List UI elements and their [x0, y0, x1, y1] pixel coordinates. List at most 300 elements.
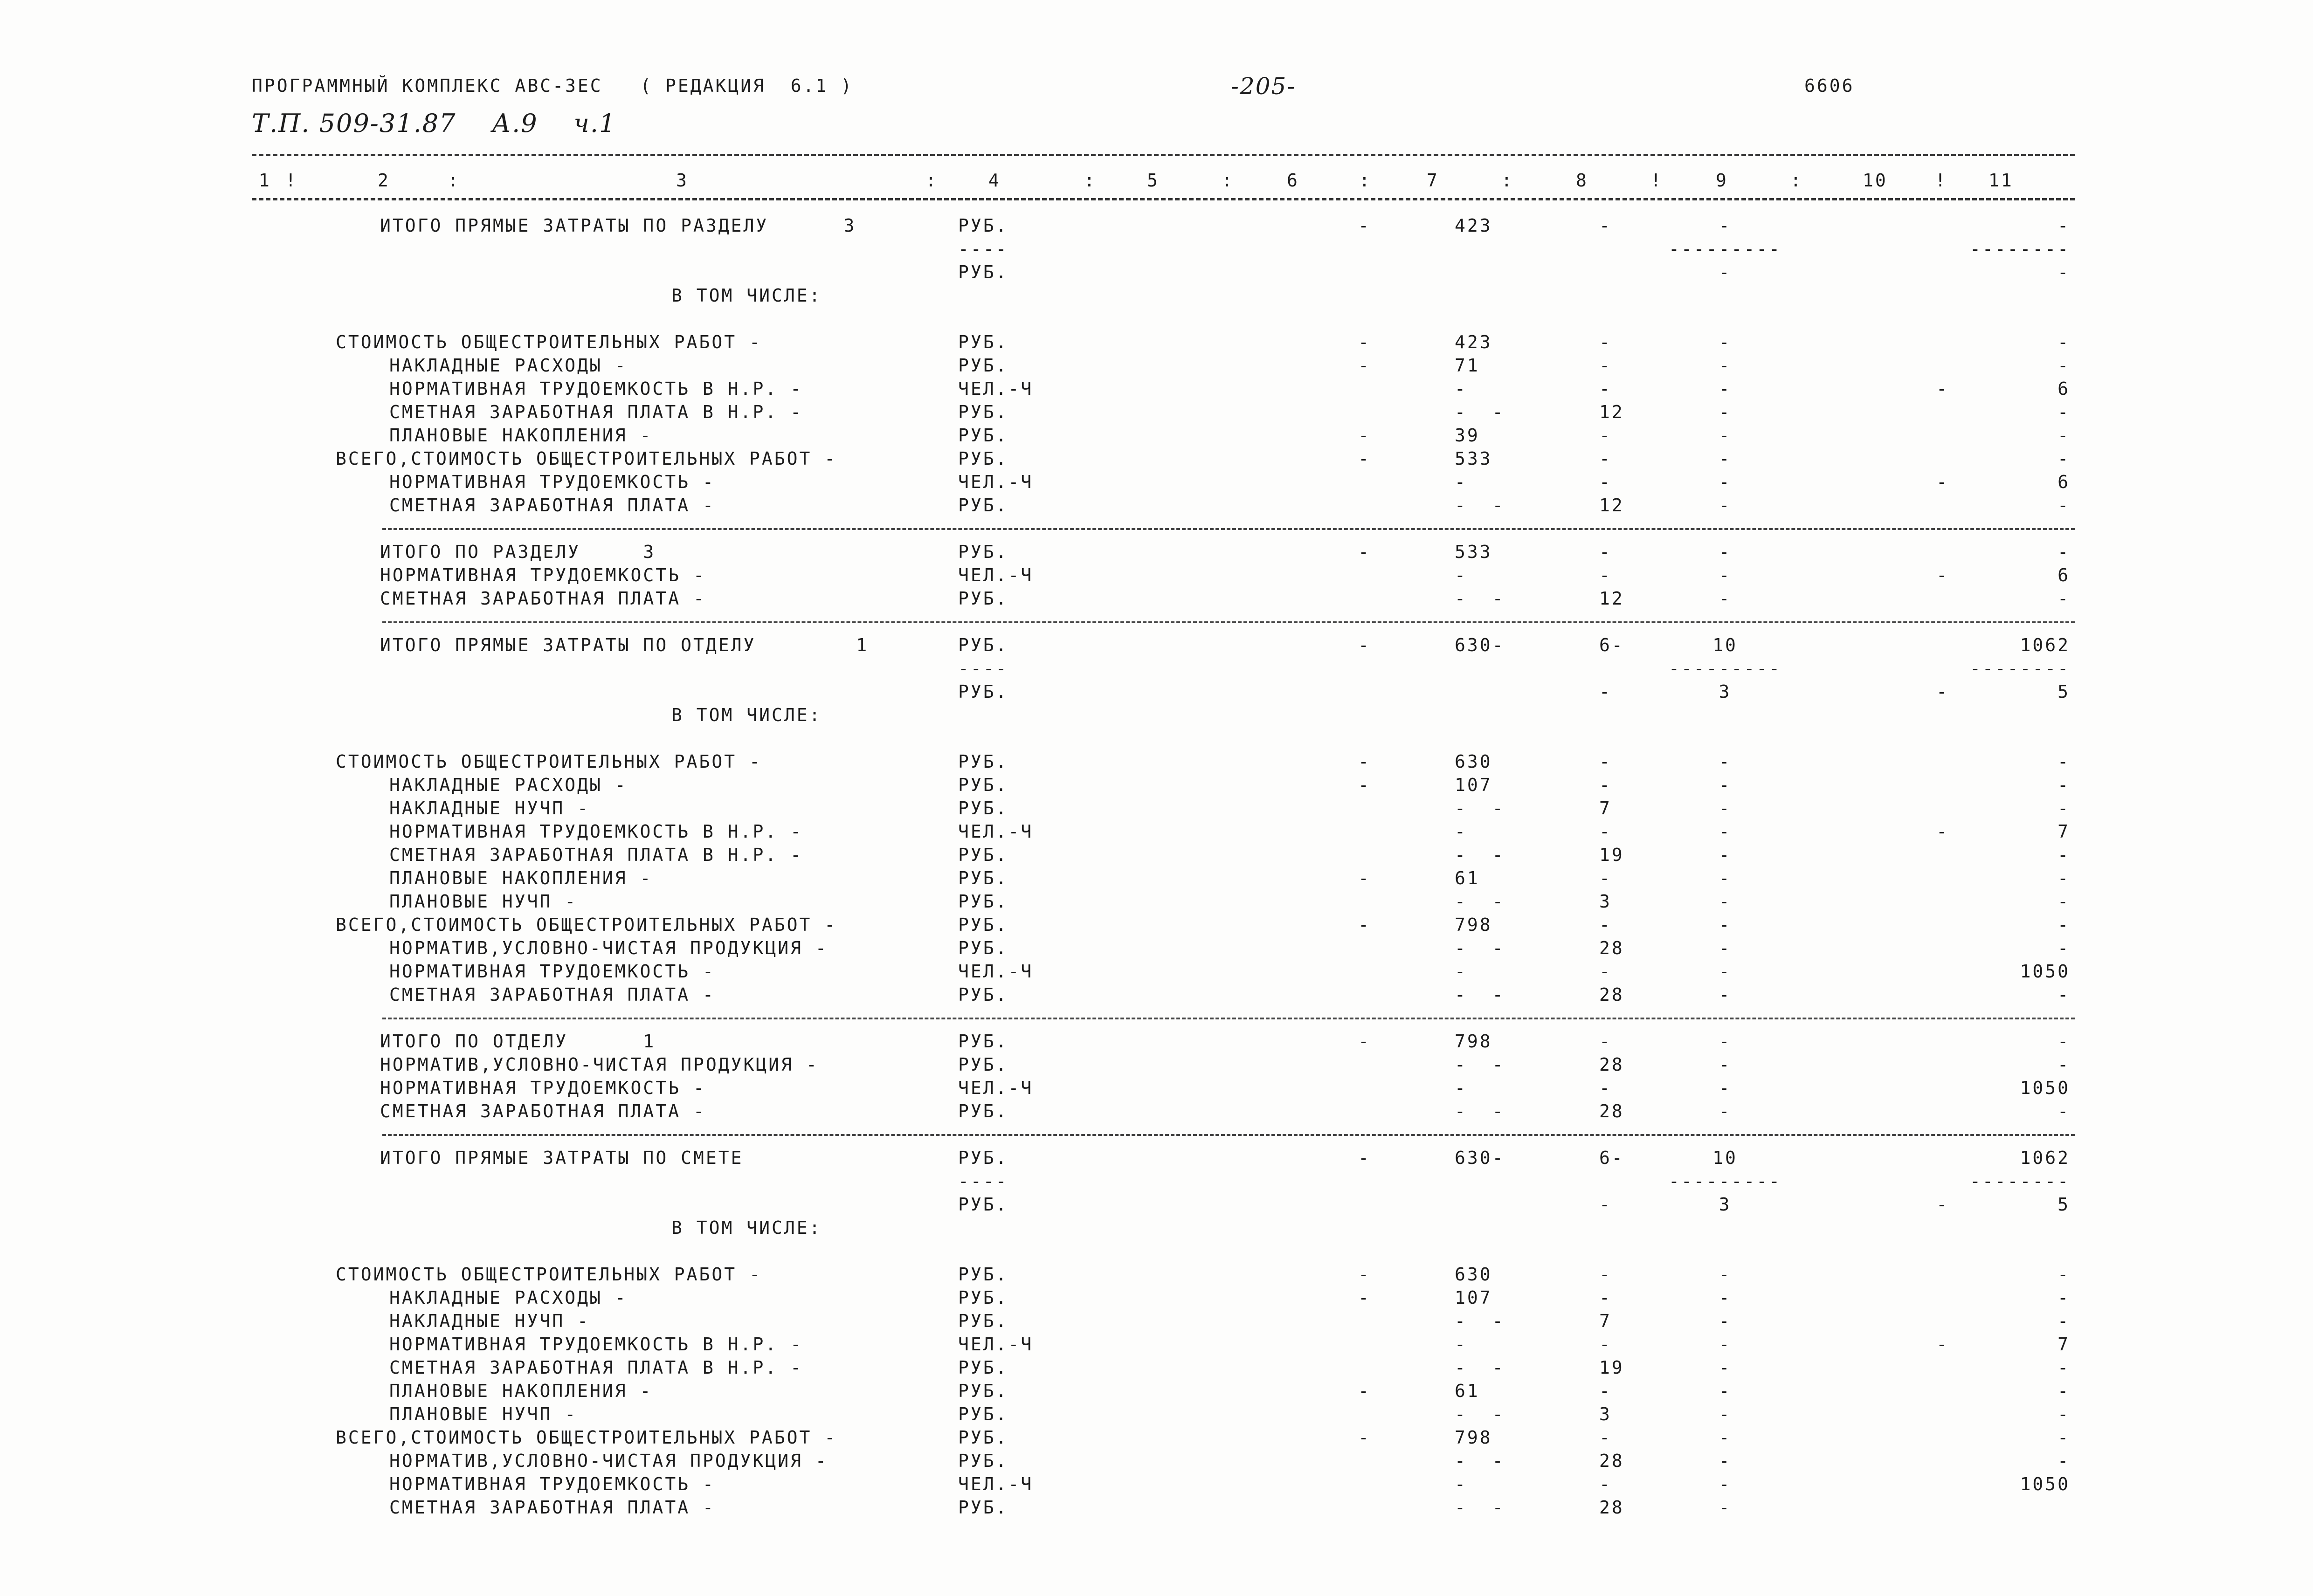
unit-cell: РУБ. [958, 915, 1008, 935]
value-cell-c8: 12 [1599, 402, 1624, 422]
column-header-cell: : [448, 170, 460, 191]
value-cell-c11: - [2058, 1427, 2070, 1448]
value-cell-c11: - [2058, 448, 2070, 469]
value-cell-c7: - - [1455, 1497, 1505, 1518]
unit-cell: РУБ. [958, 1287, 1008, 1308]
value-cell-c8: 3 [1599, 1404, 1612, 1424]
column-header-cell: 7 [1427, 170, 1439, 191]
value-cell-c7: 630 [1455, 751, 1492, 772]
section-subheading: В ТОМ ЧИСЛЕ: [671, 1218, 822, 1238]
unit-cell: РУБ. [958, 1311, 1008, 1331]
value-cell-c7: - - [1455, 891, 1505, 912]
value-cell-c8: - [1599, 1427, 1612, 1448]
unit-cell: РУБ. [958, 588, 1008, 609]
value-cell-c10: - [1936, 1194, 1949, 1215]
row-label: ПЛАНОВЫЕ НАКОПЛЕНИЯ - [389, 868, 653, 888]
value-cell-c8: 7 [1599, 1311, 1612, 1331]
column-header-cell: : [1359, 170, 1372, 191]
value-cell-c7: 39 [1455, 425, 1480, 446]
value-cell-c8: - [1599, 355, 1612, 376]
value-cell-c8: - [1599, 1381, 1612, 1401]
value-cell-c7: - - [1455, 495, 1505, 516]
value-cell-c11: - [2058, 938, 2070, 958]
value-cell-c11: - [2058, 915, 2070, 935]
value-cell-c9: 10 [1712, 1148, 1738, 1168]
unit-cell: РУБ. [958, 938, 1008, 958]
value-cell-c9: - [1719, 588, 1732, 609]
row-label: ИТОГО ПРЯМЫЕ ЗАТРАТЫ ПО РАЗДЕЛУ 3 [380, 215, 856, 236]
value-cell-c6: - [1358, 1427, 1371, 1448]
value-cell-c9: - [1719, 1451, 1732, 1471]
value-cell-c8: - [1599, 961, 1612, 982]
value-cell-c8: - [1599, 868, 1612, 888]
value-cell-c11: 7 [2058, 821, 2070, 842]
header-rule-top [252, 154, 2075, 156]
unit-cell: РУБ. [958, 1031, 1008, 1052]
unit-cell: ЧЕЛ.-Ч [958, 1334, 1034, 1355]
row-label: НОРМАТИВНАЯ ТРУДОЕМКОСТЬ В Н.Р. - [389, 378, 803, 399]
value-cell-c11: - [2058, 1031, 2070, 1052]
value-cell-c9: 3 [1719, 1194, 1732, 1215]
value-cell-c7: 61 [1455, 1381, 1480, 1401]
value-cell-c9: - [1719, 1054, 1732, 1075]
value-cell-c9: - [1719, 868, 1732, 888]
value-cell-c11: -------- [1969, 239, 2070, 259]
unit-cell: РУБ. [958, 1381, 1008, 1401]
column-header-cell: 1 [259, 170, 271, 191]
value-cell-c9: - [1719, 1264, 1732, 1285]
value-cell-c6: - [1358, 1031, 1371, 1052]
value-cell-c11: - [2058, 1101, 2070, 1121]
value-cell-c11: 7 [2058, 1334, 2070, 1355]
value-cell-c8: - [1599, 1287, 1612, 1308]
row-label: НОРМАТИВ,УСЛОВНО-ЧИСТАЯ ПРОДУКЦИЯ - [380, 1054, 819, 1075]
section-separator [382, 1018, 2075, 1019]
value-cell-c11: 6 [2058, 378, 2070, 399]
unit-cell: РУБ. [958, 891, 1008, 912]
value-cell-c9: - [1719, 448, 1732, 469]
value-cell-c11: - [2058, 845, 2070, 865]
row-label: НОРМАТИВ,УСЛОВНО-ЧИСТАЯ ПРОДУКЦИЯ - [389, 938, 828, 958]
value-cell-c11: 5 [2058, 681, 2070, 702]
row-label: НОРМАТИВНАЯ ТРУДОЕМКОСТЬ В Н.Р. - [389, 1334, 803, 1355]
row-label: НАКЛАДНЫЕ РАСХОДЫ - [389, 355, 628, 376]
unit-cell: РУБ. [958, 775, 1008, 795]
unit-cell: ЧЕЛ.-Ч [958, 565, 1034, 585]
unit-cell: РУБ. [958, 448, 1008, 469]
value-cell-c6: - [1358, 915, 1371, 935]
column-header-cell: 5 [1147, 170, 1160, 191]
column-header-cell: ! [1935, 170, 1947, 191]
value-cell-c11: 1062 [2020, 635, 2070, 655]
value-cell-c8: 12 [1599, 588, 1624, 609]
page-number: -205- [1231, 73, 1296, 100]
unit-cell: РУБ. [958, 1404, 1008, 1424]
column-header-cell: 3 [676, 170, 689, 191]
value-cell-c8: 28 [1599, 1451, 1624, 1471]
value-cell-c8: - [1599, 775, 1612, 795]
value-cell-c11: - [2058, 495, 2070, 516]
value-cell-c8: 19 [1599, 845, 1624, 865]
value-cell-c11: - [2058, 1264, 2070, 1285]
value-cell-c7: 423 [1455, 215, 1492, 236]
column-header-cell: : [1501, 170, 1514, 191]
row-label: СТОИМОСТЬ ОБЩЕСТРОИТЕЛЬНЫХ РАБОТ - [336, 751, 762, 772]
value-cell-c9: - [1719, 378, 1732, 399]
value-cell-c8: - [1599, 472, 1612, 492]
value-cell-c11: -------- [1969, 658, 2070, 679]
value-cell-c8: 28 [1599, 1054, 1624, 1075]
row-label: ПЛАНОВЫЕ НУЧП - [389, 1404, 578, 1424]
value-cell-c11: 6 [2058, 565, 2070, 585]
unit-cell: РУБ. [958, 681, 1008, 702]
value-cell-c8: - [1599, 681, 1612, 702]
row-label: НАКЛАДНЫЕ НУЧП - [389, 1311, 590, 1331]
value-cell-c8: - [1599, 1031, 1612, 1052]
value-cell-c6: - [1358, 355, 1371, 376]
value-cell-c9: - [1719, 542, 1732, 562]
value-cell-c8: - [1599, 1264, 1612, 1285]
value-cell-c9: - [1719, 1497, 1732, 1518]
value-cell-c9: - [1719, 751, 1732, 772]
value-cell-c8: 28 [1599, 1101, 1624, 1121]
value-cell-c11: - [2058, 1451, 2070, 1471]
value-cell-c10: - [1936, 821, 1949, 842]
value-cell-c9: - [1719, 1381, 1732, 1401]
handwritten-reference: Т.П. 509-31.87 А.9 ч.1 [252, 109, 616, 138]
unit-cell: ЧЕЛ.-Ч [958, 821, 1034, 842]
row-label: НОРМАТИВНАЯ ТРУДОЕМКОСТЬ - [380, 565, 706, 585]
value-cell-c8: 28 [1599, 1497, 1624, 1518]
value-cell-c9: - [1719, 1031, 1732, 1052]
unit-cell: РУБ. [958, 1148, 1008, 1168]
unit-cell: РУБ. [958, 1497, 1008, 1518]
unit-cell: РУБ. [958, 845, 1008, 865]
row-label: НОРМАТИВНАЯ ТРУДОЕМКОСТЬ В Н.Р. - [389, 821, 803, 842]
value-cell-c7: - - [1455, 1311, 1505, 1331]
value-cell-c9: - [1719, 1311, 1732, 1331]
value-cell-c7: - - [1455, 845, 1505, 865]
value-cell-c7: 71 [1455, 355, 1480, 376]
value-cell-c8: - [1599, 378, 1612, 399]
value-cell-c8: 6- [1599, 1148, 1624, 1168]
value-cell-c9: - [1719, 1474, 1732, 1494]
value-cell-c9: --------- [1669, 239, 1781, 259]
value-cell-c11: - [2058, 891, 2070, 912]
value-cell-c11: 1050 [2020, 961, 2070, 982]
value-cell-c11: - [2058, 1311, 2070, 1331]
row-label: ИТОГО ПО ОТДЕЛУ 1 [380, 1031, 656, 1052]
column-header-cell: 6 [1287, 170, 1299, 191]
value-cell-c11: - [2058, 355, 2070, 376]
value-cell-c10: - [1936, 565, 1949, 585]
value-cell-c9: - [1719, 1101, 1732, 1121]
value-cell-c11: - [2058, 402, 2070, 422]
column-header-cell: ! [285, 170, 298, 191]
value-cell-c11: - [2058, 215, 2070, 236]
value-cell-c6: - [1358, 1381, 1371, 1401]
row-label: СМЕТНАЯ ЗАРАБОТНАЯ ПЛАТА - [380, 588, 706, 609]
unit-cell: РУБ. [958, 215, 1008, 236]
section-subheading: В ТОМ ЧИСЛЕ: [671, 705, 822, 725]
value-cell-c11: - [2058, 332, 2070, 352]
value-cell-c11: - [2058, 1357, 2070, 1378]
column-header-cell: 2 [378, 170, 390, 191]
column-header-cell: ! [1650, 170, 1663, 191]
value-cell-c8: - [1599, 751, 1612, 772]
value-cell-c7: - - [1455, 984, 1505, 1005]
unit-cell: РУБ. [958, 984, 1008, 1005]
value-cell-c7: 798 [1455, 1031, 1492, 1052]
column-header-cell: 9 [1716, 170, 1728, 191]
value-cell-c9: - [1719, 1357, 1732, 1378]
value-cell-c11: 1050 [2020, 1078, 2070, 1098]
value-cell-c6: - [1358, 635, 1371, 655]
row-label: НАКЛАДНЫЕ РАСХОДЫ - [389, 775, 628, 795]
value-cell-c9: - [1719, 938, 1732, 958]
unit-cell: ЧЕЛ.-Ч [958, 472, 1034, 492]
value-cell-c9: - [1719, 472, 1732, 492]
column-header-cell: : [925, 170, 938, 191]
value-cell-c7: 798 [1455, 1427, 1492, 1448]
unit-cell: РУБ. [958, 1427, 1008, 1448]
value-cell-c8: - [1599, 332, 1612, 352]
value-cell-c8: 28 [1599, 938, 1624, 958]
value-cell-c6: - [1358, 215, 1371, 236]
unit-cell: РУБ. [958, 262, 1008, 282]
row-label: СМЕТНАЯ ЗАРАБОТНАЯ ПЛАТА - [389, 1497, 715, 1518]
row-label: СМЕТНАЯ ЗАРАБОТНАЯ ПЛАТА В Н.Р. - [389, 1357, 803, 1378]
value-cell-c9: - [1719, 821, 1732, 842]
value-cell-c6: - [1358, 425, 1371, 446]
value-cell-c9: 3 [1719, 681, 1732, 702]
unit-cell: РУБ. [958, 1264, 1008, 1285]
unit-cell: РУБ. [958, 798, 1008, 819]
value-cell-c8: - [1599, 915, 1612, 935]
value-cell-c11: - [2058, 1287, 2070, 1308]
value-cell-c9: --------- [1669, 1171, 1781, 1191]
value-cell-c9: - [1719, 425, 1732, 446]
row-label: НОРМАТИВ,УСЛОВНО-ЧИСТАЯ ПРОДУКЦИЯ - [389, 1451, 828, 1471]
value-cell-c9: - [1719, 1334, 1732, 1355]
value-cell-c8: - [1599, 821, 1612, 842]
value-cell-c11: 1062 [2020, 1148, 2070, 1168]
section-separator [382, 1134, 2075, 1136]
row-label: СМЕТНАЯ ЗАРАБОТНАЯ ПЛАТА В Н.Р. - [389, 402, 803, 422]
document-code: 6606 [1804, 76, 1855, 96]
unit-cell: ЧЕЛ.-Ч [958, 961, 1034, 982]
value-cell-c8: - [1599, 215, 1612, 236]
value-cell-c8: - [1599, 448, 1612, 469]
row-label: НОРМАТИВНАЯ ТРУДОЕМКОСТЬ - [389, 961, 715, 982]
value-cell-c7: 798 [1455, 915, 1492, 935]
section-subheading: В ТОМ ЧИСЛЕ: [671, 285, 822, 306]
value-cell-c7: - [1455, 1078, 1467, 1098]
value-cell-c6: - [1358, 1264, 1371, 1285]
column-header-cell: 8 [1576, 170, 1588, 191]
unit-cell: РУБ. [958, 425, 1008, 446]
value-cell-c7: - - [1455, 1357, 1505, 1378]
unit-cell: РУБ. [958, 1101, 1008, 1121]
unit-cell: РУБ. [958, 1054, 1008, 1075]
value-cell-c11: 1050 [2020, 1474, 2070, 1494]
value-cell-c8: - [1599, 425, 1612, 446]
value-cell-c9: - [1719, 332, 1732, 352]
value-cell-c9: - [1719, 355, 1732, 376]
value-cell-c9: - [1719, 565, 1732, 585]
value-cell-c9: - [1719, 984, 1732, 1005]
value-cell-c11: - [2058, 984, 2070, 1005]
value-cell-c8: - [1599, 1334, 1612, 1355]
value-cell-c7: - [1455, 1474, 1467, 1494]
value-cell-c7: 61 [1455, 868, 1480, 888]
unit-cell: РУБ. [958, 1194, 1008, 1215]
value-cell-c7: 533 [1455, 542, 1492, 562]
value-cell-c10: - [1936, 681, 1949, 702]
value-cell-c8: 3 [1599, 891, 1612, 912]
value-cell-c11: - [2058, 262, 2070, 282]
value-cell-c7: 107 [1455, 775, 1492, 795]
value-cell-c11: - [2058, 751, 2070, 772]
value-cell-c7: - - [1455, 798, 1505, 819]
value-cell-c9: - [1719, 1404, 1732, 1424]
value-cell-c7: - - [1455, 588, 1505, 609]
row-label: НОРМАТИВНАЯ ТРУДОЕМКОСТЬ - [389, 472, 715, 492]
value-cell-c9: - [1719, 961, 1732, 982]
value-cell-c6: - [1358, 1148, 1371, 1168]
value-cell-c11: - [2058, 798, 2070, 819]
row-label: ИТОГО ПРЯМЫЕ ЗАТРАТЫ ПО СМЕТЕ [380, 1148, 744, 1168]
row-label: ИТОГО ПРЯМЫЕ ЗАТРАТЫ ПО ОТДЕЛУ 1 [380, 635, 869, 655]
unit-cell: ---- [958, 239, 1008, 259]
row-label: ПЛАНОВЫЕ НАКОПЛЕНИЯ - [389, 1381, 653, 1401]
row-label: НАКЛАДНЫЕ РАСХОДЫ - [389, 1287, 628, 1308]
value-cell-c8: - [1599, 1474, 1612, 1494]
value-cell-c7: 630 [1455, 1264, 1492, 1285]
program-header: ПРОГРАММНЫЙ КОМПЛЕКС АВС-3ЕС ( РЕДАКЦИЯ 6.1 ) [252, 76, 854, 96]
column-header-cell: 10 [1863, 170, 1888, 191]
value-cell-c6: - [1358, 1287, 1371, 1308]
value-cell-c7: - [1455, 565, 1467, 585]
column-header-cell: : [1084, 170, 1097, 191]
value-cell-c8: - [1599, 1078, 1612, 1098]
value-cell-c7: - - [1455, 938, 1505, 958]
value-cell-c11: - [2058, 1381, 2070, 1401]
value-cell-c8: 7 [1599, 798, 1612, 819]
unit-cell: РУБ. [958, 332, 1008, 352]
unit-cell: ---- [958, 658, 1008, 679]
row-label: СМЕТНАЯ ЗАРАБОТНАЯ ПЛАТА - [380, 1101, 706, 1121]
value-cell-c7: - - [1455, 1054, 1505, 1075]
header-rule-bottom [252, 198, 2075, 200]
value-cell-c7: 533 [1455, 448, 1492, 469]
value-cell-c7: - [1455, 1334, 1467, 1355]
column-header-cell: 4 [988, 170, 1001, 191]
column-header-cell: : [1222, 170, 1234, 191]
value-cell-c7: - - [1455, 1451, 1505, 1471]
row-label: СМЕТНАЯ ЗАРАБОТНАЯ ПЛАТА - [389, 495, 715, 516]
unit-cell: ЧЕЛ.-Ч [958, 1078, 1034, 1098]
value-cell-c7: - [1455, 378, 1467, 399]
value-cell-c7: 630- [1455, 1148, 1505, 1168]
unit-cell: РУБ. [958, 751, 1008, 772]
value-cell-c6: - [1358, 751, 1371, 772]
value-cell-c11: - [2058, 1404, 2070, 1424]
value-cell-c9: - [1719, 1427, 1732, 1448]
unit-cell: РУБ. [958, 1357, 1008, 1378]
row-label: СТОИМОСТЬ ОБЩЕСТРОИТЕЛЬНЫХ РАБОТ - [336, 332, 762, 352]
unit-cell: ЧЕЛ.-Ч [958, 1474, 1034, 1494]
value-cell-c7: - - [1455, 1404, 1505, 1424]
row-label: ПЛАНОВЫЕ НАКОПЛЕНИЯ - [389, 425, 653, 446]
value-cell-c6: - [1358, 868, 1371, 888]
value-cell-c6: - [1358, 775, 1371, 795]
value-cell-c11: - [2058, 868, 2070, 888]
value-cell-c8: - [1599, 542, 1612, 562]
unit-cell: ЧЕЛ.-Ч [958, 378, 1034, 399]
value-cell-c11: -------- [1969, 1171, 2070, 1191]
unit-cell: РУБ. [958, 402, 1008, 422]
value-cell-c7: 630- [1455, 635, 1505, 655]
row-label: НАКЛАДНЫЕ НУЧП - [389, 798, 590, 819]
value-cell-c9: - [1719, 845, 1732, 865]
value-cell-c11: - [2058, 425, 2070, 446]
unit-cell: РУБ. [958, 542, 1008, 562]
value-cell-c7: - - [1455, 1101, 1505, 1121]
value-cell-c8: 19 [1599, 1357, 1624, 1378]
value-cell-c9: 10 [1712, 635, 1738, 655]
value-cell-c11: - [2058, 542, 2070, 562]
row-label: ВСЕГО,СТОИМОСТЬ ОБЩЕСТРОИТЕЛЬНЫХ РАБОТ - [336, 448, 837, 469]
row-label: СМЕТНАЯ ЗАРАБОТНАЯ ПЛАТА В Н.Р. - [389, 845, 803, 865]
value-cell-c9: - [1719, 1078, 1732, 1098]
value-cell-c9: --------- [1669, 658, 1781, 679]
row-label: НОРМАТИВНАЯ ТРУДОЕМКОСТЬ - [389, 1474, 715, 1494]
value-cell-c8: 6- [1599, 635, 1624, 655]
value-cell-c10: - [1936, 378, 1949, 399]
row-label: СМЕТНАЯ ЗАРАБОТНАЯ ПЛАТА - [389, 984, 715, 1005]
unit-cell: РУБ. [958, 355, 1008, 376]
value-cell-c11: - [2058, 588, 2070, 609]
value-cell-c8: - [1599, 565, 1612, 585]
value-cell-c9: - [1719, 262, 1732, 282]
value-cell-c11: - [2058, 1054, 2070, 1075]
row-label: ПЛАНОВЫЕ НУЧП - [389, 891, 578, 912]
value-cell-c10: - [1936, 1334, 1949, 1355]
value-cell-c6: - [1358, 448, 1371, 469]
value-cell-c9: - [1719, 1287, 1732, 1308]
value-cell-c8: 12 [1599, 495, 1624, 516]
row-label: ВСЕГО,СТОИМОСТЬ ОБЩЕСТРОИТЕЛЬНЫХ РАБОТ - [336, 1427, 837, 1448]
unit-cell: РУБ. [958, 868, 1008, 888]
unit-cell: РУБ. [958, 635, 1008, 655]
column-header-cell: : [1790, 170, 1803, 191]
unit-cell: РУБ. [958, 1451, 1008, 1471]
row-label: ИТОГО ПО РАЗДЕЛУ 3 [380, 542, 656, 562]
unit-cell: РУБ. [958, 495, 1008, 516]
value-cell-c8: - [1599, 1194, 1612, 1215]
value-cell-c7: - [1455, 821, 1467, 842]
value-cell-c7: - [1455, 472, 1467, 492]
value-cell-c11: 5 [2058, 1194, 2070, 1215]
value-cell-c9: - [1719, 215, 1732, 236]
value-cell-c7: - - [1455, 402, 1505, 422]
row-label: СТОИМОСТЬ ОБЩЕСТРОИТЕЛЬНЫХ РАБОТ - [336, 1264, 762, 1285]
value-cell-c8: 28 [1599, 984, 1624, 1005]
value-cell-c11: 6 [2058, 472, 2070, 492]
value-cell-c6: - [1358, 542, 1371, 562]
value-cell-c11: - [2058, 775, 2070, 795]
